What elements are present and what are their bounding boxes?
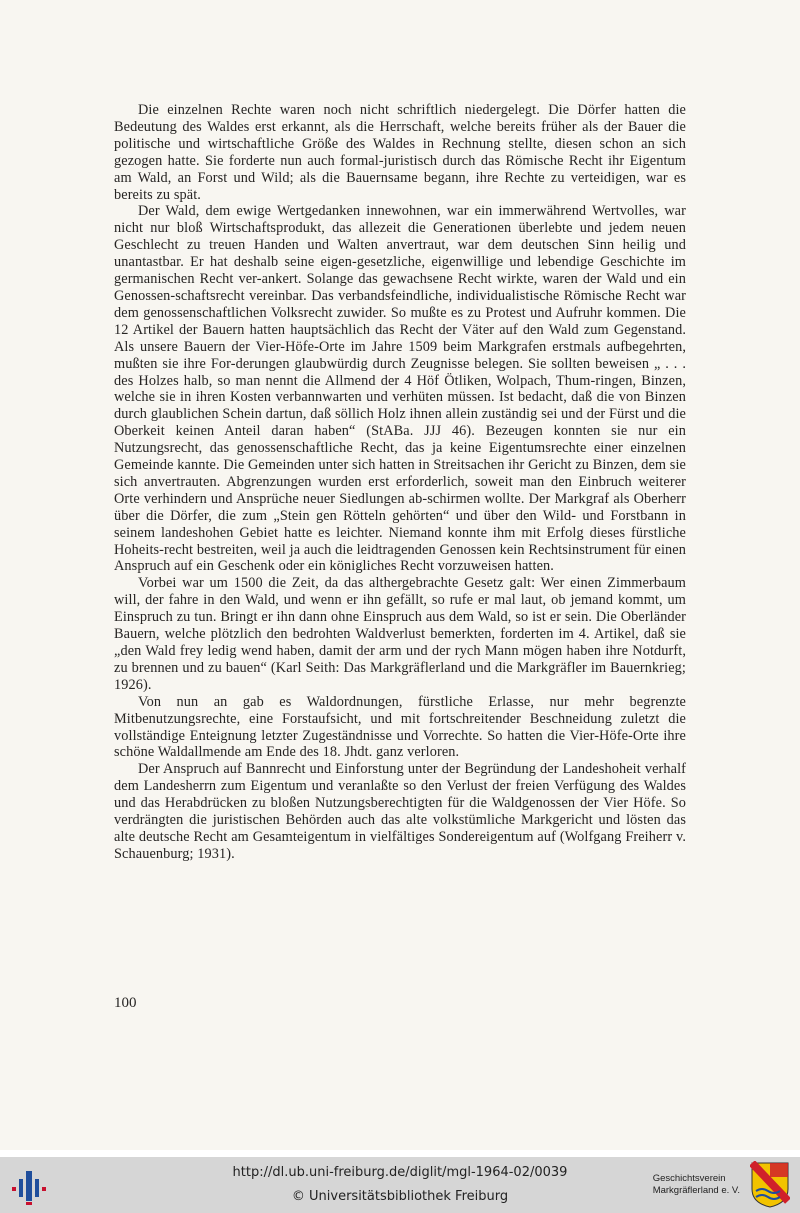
page-number: 100 — [114, 995, 137, 1011]
publisher-line-2: Markgräflerland e. V. — [652, 1185, 740, 1196]
paragraph-2: Der Wald, dem ewige Wertgedanken innewohnen, war ein immerwährend Wertvolles, war nicht nur bloß Wirtschaftsprodukt, das allezeit die Generationen überlebte und jedem neuen Geschlecht zu treuen Handen und Walten anvertraut, war dem deutschen Sinn heilig und unantastbar. Er hat deshalb seine eigen-gesetzliche, eigenwillige und lebendige Geschichte im germanischen Recht ver-ankert. Solange das gewachsene Recht wirkte, waren der Wald und ein Genossen-schaftsrecht vereinbar. Das verbandsfeindliche, individualistische Römische Recht war dem genossenschaftlichen Volksrecht zuwider. So mußte es zu Protest und Aufruhr kommen. Die 12 Artikel der Bauern hatten hauptsächlich das Recht der Väter auf den Wald zum Gegenstand. Als unsere Bauern der Vier-Höfe-Orte im Jahre 1509 beim Markgrafen erstmals aufbegehrten, mußten sie ihre For-derungen glaubwürdig durch Zeugnisse belegen. Sie sollten beweisen „ . . . des Holzes halb, so man nennt die Allmend der 4 Höf Ötliken, Wolpach, Thum-ringen, Binzen, welche sie in ihren Kosten verbannwarten und verhüten müssen. Ist bedacht, daß die von Binzen durch glaublichen Schein dartun, daß söllich Holz ihnen allein zuständig sei und der Fürst und die Oberkeit keinen Anteil daran haben“ (StABa. JJJ 46). Bezeugen konnten sie nur ein Nutzungsrecht, das genossenschaftliche Recht, das ja keine Eigentumsrechte einer einzelnen Gemeinde kannte. Die Gemeinden unter sich hatten in Streitsachen ihr Gericht zu Binzen, dem sie sich anvertrauten. Abgrenzungen wurden erst erforderlich, soweit man den Einbruch weiterer Orte verhindern und Ansprüche neuer Siedlungen ab-schirmen wollte. Der Markgraf als Oberherr über die Dörfer, die zum „Stein gen Rötteln gehörten“ und über den Wild- und Forstbann in seinem landeshohen Gebiet hatte es leichter. Niemand konnte ihm mit Erfolg dieses fürstliche Hoheits-recht bestreiten, weil ja auch die leidtragenden Genossen kein Rechtsinstrument für einen Anspruch auf ein Geschenk oder ein königliches Recht vorzuweisen hatten. — [114, 203, 686, 575]
paragraph-1: Die einzelnen Rechte waren noch nicht schriftlich niedergelegt. Die Dörfer hatten die Bedeutung des Waldes erst erkannt, als die Herrschaft, welche bereits früher als der Bauer die politische und wirtschaftliche Größe des Waldes in Rechnung stellte, diesen schon an sich gezogen hatte. Sie forderte nun auch formal-juristisch durch das Römische Recht ihr Eigentum am Wald, an Forst und Wild; als die Bauernsame begann, ihre Rechte zu verteidigen, war es bereits zu spät. — [114, 102, 686, 203]
paragraph-5: Der Anspruch auf Bannrecht und Einforstung unter der Begründung der Landeshoheit verhalf dem Landesherrn zum Eigentum und veranlaßte so den Verlust der freien Verfügung des Waldes und das Herabdrücken zu bloßen Nutzungsberechtigten für die Waldgenossen der Vier Höfe. So verdrängten die juristischen Behörden auch das alte volkstümliche Markgericht und lösten das alte deutsche Recht am Gesamteigentum in vielfältiges Sondereigentum auf (Wolfgang Freiherr v. Schauenburg; 1931). — [114, 761, 686, 862]
coat-of-arms-icon[interactable] — [750, 1161, 790, 1209]
viewer-footer — [0, 1157, 800, 1213]
publisher-name — [653, 1173, 740, 1197]
body-text — [114, 102, 686, 863]
paragraph-3: Vorbei war um 1500 die Zeit, da das althergebrachte Gesetz galt: Wer einen Zimmerbaum will, der fahre in den Wald, und wenn er ihn gefällt, so rufe er mal laut, ob jemand kommt, um Einspruch zu tun. Bringt er ihn dann ohne Einspruch aus dem Wald, so ist er sein. Die Oberländer Bauern, welche plötzlich den bedrohten Waldverlust bemerkten, forderten im 4. Artikel, daß sie „den Wald frey ledig wend haben, damit der arm und der rych Mann mögen haben ihre Notdurft, zu brennen und zu bauen“ (Karl Seith: Das Markgräflerland und die Markgräfler im Bauernkrieg; 1926). — [114, 575, 686, 693]
publisher-line-1: Geschichtsverein — [652, 1173, 726, 1184]
copyright-text: © Universitätsbibliothek Freiburg — [291, 1189, 509, 1204]
document-url-link[interactable]: http://dl.ub.uni-freiburg.de/diglit/mgl-1964-02/0039 — [232, 1165, 568, 1180]
paragraph-4: Von nun an gab es Waldordnungen, fürstliche Erlasse, nur mehr begrenzte Mitbenutzungsrechte, eine Forstaufsicht, und mit fortschreitender Beschneidung zuletzt die vollständige Enteignung letzter Zugeständnisse und Vorrechte. So hatten die Vier-Höfe-Orte ihre schöne Waldallmende am Ende des 18. Jhdt. ganz verloren. — [114, 693, 686, 761]
